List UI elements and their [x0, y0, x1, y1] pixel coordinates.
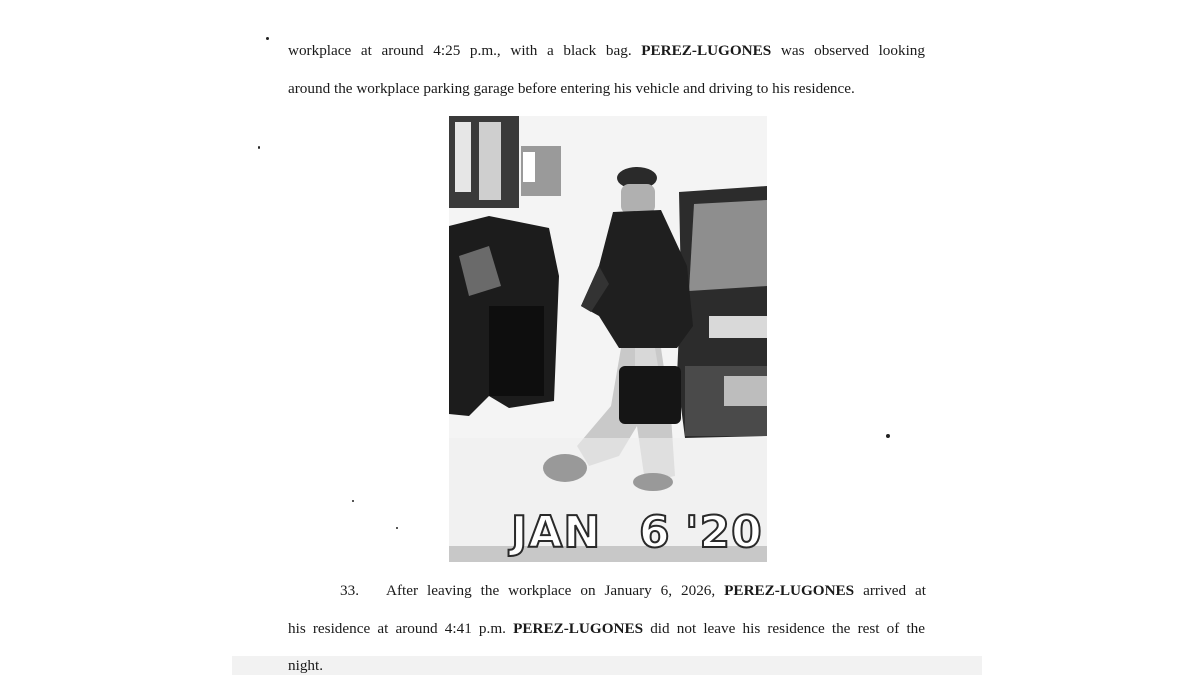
scan-speck — [352, 500, 354, 502]
subject-name: PEREZ-LUGONES — [513, 620, 644, 637]
paragraph-32-line-2: around the workplace parking garage before entering his vehicle and driving to his residence. — [288, 80, 855, 97]
timestamp-year: '20 — [685, 507, 763, 558]
paragraph-33-line-1 — [386, 581, 926, 601]
scan-speck — [258, 146, 260, 149]
scan-edge — [232, 656, 982, 675]
paragraph-33-line-3: night. — [288, 657, 324, 674]
surveillance-photo — [449, 116, 767, 562]
paragraph-33-line-2 — [288, 619, 925, 639]
paragraph-32-line-1 — [288, 41, 925, 61]
scan-speck — [266, 37, 269, 40]
paragraph-text: was observed looking — [771, 42, 925, 59]
paragraph-text: arrived at — [854, 582, 926, 599]
paragraph-text: his residence at around 4:41 p.m. — [288, 620, 514, 637]
subject-name: PEREZ-LUGONES — [724, 582, 855, 599]
paragraph-text: workplace at around 4:25 p.m., with a black bag. — [288, 42, 642, 59]
paragraph-text: did not leave his residence the rest of the — [643, 620, 925, 637]
paragraph-text: After leaving the workplace on January 6, 2026, — [386, 582, 725, 599]
timestamp-month: JAN — [511, 507, 602, 558]
paragraph-33-number: 33. — [340, 582, 359, 599]
scan-speck — [886, 434, 890, 438]
subject-name: PEREZ-LUGONES — [641, 42, 772, 59]
photo-image — [449, 116, 767, 562]
timestamp-day: 6 — [639, 507, 671, 558]
scan-speck — [396, 527, 398, 529]
